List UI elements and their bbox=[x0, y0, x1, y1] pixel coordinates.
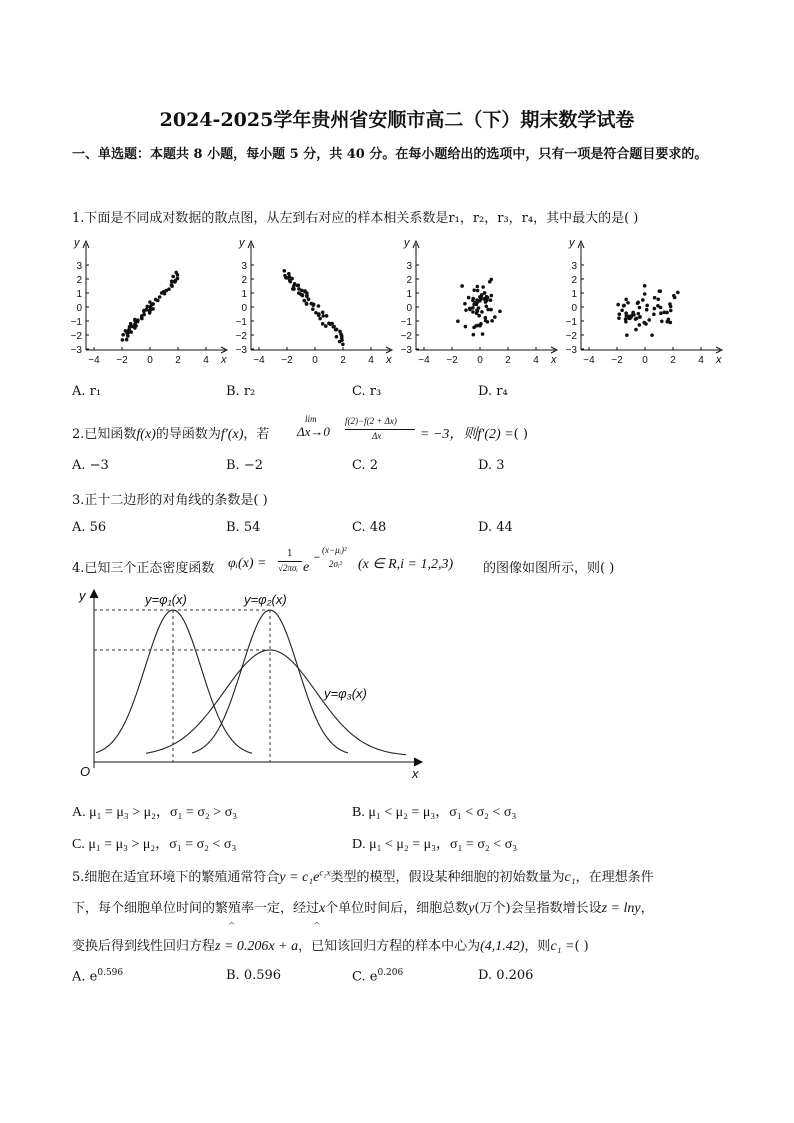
x-axis-label: x bbox=[716, 354, 722, 366]
scatter-point bbox=[489, 298, 493, 302]
x-tick-label: −4 bbox=[418, 355, 430, 366]
scatter-point bbox=[626, 301, 630, 305]
question-2-stem bbox=[72, 423, 269, 443]
q5-option-d[interactable]: D. 0.206 bbox=[478, 968, 534, 983]
scatter-panel-1 bbox=[71, 237, 227, 366]
scatter-point bbox=[637, 312, 641, 316]
x-tick-label: 2 bbox=[340, 355, 346, 366]
scatter-point bbox=[303, 289, 307, 293]
x-tick-label: 4 bbox=[368, 355, 374, 366]
q4-option-a[interactable]: A. μ₁ = μ₃ > μ₂，σ₁ = σ₂ > σ₃ bbox=[72, 805, 238, 820]
x-tick-label: 0 bbox=[312, 355, 318, 366]
scatter-point bbox=[321, 322, 325, 326]
scatter-point bbox=[478, 295, 482, 299]
scatter-point bbox=[297, 287, 301, 291]
scatter-point bbox=[482, 297, 486, 301]
y-tick-label: 1 bbox=[241, 289, 247, 300]
q4-option-b[interactable]: B. μ₁ < μ₂ = μ₃，σ₁ < σ₂ < σ₃ bbox=[352, 805, 517, 820]
scatter-panel-4 bbox=[566, 237, 722, 366]
q4-coef-num: 1 bbox=[287, 549, 293, 559]
q5-zdef: z = lny bbox=[601, 901, 641, 916]
scatter-point bbox=[622, 304, 626, 308]
scatter-point bbox=[463, 302, 467, 306]
scatter-point bbox=[660, 319, 664, 323]
q5-option-c-exp: 0.206 bbox=[377, 968, 404, 978]
y-axis-label: y bbox=[404, 237, 410, 249]
scatter-point bbox=[636, 301, 640, 305]
scatter-panel-2 bbox=[236, 237, 392, 366]
scatter-point bbox=[643, 292, 647, 296]
scatter-point bbox=[486, 296, 490, 300]
q5-c1eq: c₁ = bbox=[550, 939, 575, 954]
y-tick-label: 0 bbox=[241, 303, 247, 314]
scatter-point bbox=[643, 284, 647, 288]
label-phi1: y=φ₁(x) bbox=[145, 592, 187, 607]
q5-text-3a: 变换后得到线性回归方程 bbox=[72, 939, 216, 954]
q5-text-3d: ( ) bbox=[574, 939, 589, 954]
scatter-point bbox=[456, 319, 460, 323]
q2-f2: f′(2) = bbox=[477, 427, 514, 442]
q5-reg: z = 0.206x + a bbox=[215, 939, 299, 954]
q5-xvar: x bbox=[319, 901, 326, 916]
q5-option-c[interactable] bbox=[352, 968, 403, 984]
scatter-point bbox=[145, 305, 149, 309]
scatter-point bbox=[498, 310, 502, 314]
scatter-point bbox=[292, 284, 296, 288]
scatter-point bbox=[488, 280, 492, 284]
scatter-point bbox=[669, 309, 673, 313]
q5-text-1b: 类型的模型，假设某种细胞的初始数量为 bbox=[330, 870, 565, 885]
scatter-point bbox=[338, 330, 342, 334]
q4-cond: (x ∈ R,i = 1,2,3) bbox=[358, 557, 454, 572]
scatter-point bbox=[472, 333, 476, 337]
y-tick-label: −3 bbox=[235, 345, 247, 356]
scatter-point bbox=[625, 314, 629, 318]
question-3-stem: 3.正十二边形的对角线的条数是( ) bbox=[72, 493, 268, 508]
scatter-point bbox=[629, 315, 633, 319]
scatter-point bbox=[283, 269, 287, 273]
scatter-point bbox=[126, 334, 130, 338]
scatter-point bbox=[645, 304, 649, 308]
x-tick-label: −2 bbox=[611, 355, 623, 366]
q5-text-3b: ，已知该回归方程的样本中心为 bbox=[298, 939, 481, 954]
scatter-point bbox=[125, 338, 129, 342]
curve-phi3 bbox=[146, 650, 406, 755]
q1-option-a[interactable]: A. r₁ bbox=[72, 384, 102, 399]
question-1-stem: 1.下面是不同成对数据的散点图，从左到右对应的样本相关系数是r₁，r₂，r₃，r₄，其中最大的是( ) bbox=[72, 211, 639, 226]
y-axis-label: y bbox=[239, 237, 245, 249]
label-phi3: y=φ₃(x) bbox=[324, 686, 367, 701]
scatter-point bbox=[477, 306, 481, 310]
y-tick-label: 3 bbox=[241, 261, 247, 272]
q5-c1: c₁ bbox=[564, 870, 576, 885]
scatter-point bbox=[634, 328, 638, 332]
q5-text-2d: ， bbox=[640, 901, 654, 916]
scatter-point bbox=[653, 307, 657, 311]
y-tick-label: 2 bbox=[76, 275, 82, 286]
y-tick-label: −1 bbox=[565, 317, 577, 328]
y-tick-label: −3 bbox=[565, 345, 577, 356]
y-tick-label: 0 bbox=[571, 303, 577, 314]
scatter-point bbox=[467, 296, 471, 300]
scatter-point bbox=[625, 333, 629, 337]
scatter-point bbox=[647, 318, 651, 322]
normal-curves-figure bbox=[72, 586, 432, 786]
q4-exp-minus: − bbox=[313, 553, 321, 563]
scatter-point bbox=[460, 284, 464, 288]
scatter-point bbox=[341, 342, 345, 346]
q4-coef-den: √2πσᵢ bbox=[278, 563, 298, 573]
x-axis-label: x bbox=[386, 354, 392, 366]
q5-model: y = c₁e bbox=[279, 870, 320, 885]
scatter-point bbox=[481, 332, 485, 336]
scatter-point bbox=[652, 312, 656, 316]
x-tick-label: −2 bbox=[281, 355, 293, 366]
scatter-point bbox=[476, 289, 480, 293]
scatter-point bbox=[476, 309, 480, 313]
scatter-point bbox=[149, 308, 153, 312]
scatter-point bbox=[312, 303, 316, 307]
scatter-point bbox=[154, 298, 158, 302]
scatter-panel-3 bbox=[401, 237, 557, 366]
scatter-point bbox=[335, 335, 339, 339]
scatter-point bbox=[473, 301, 477, 305]
y-tick-label: −2 bbox=[235, 331, 247, 342]
scatter-point bbox=[176, 277, 180, 281]
scatter-point bbox=[133, 318, 137, 322]
x-tick-label: 0 bbox=[642, 355, 648, 366]
q5-center: (4,1.42) bbox=[480, 939, 525, 954]
scatter-point bbox=[650, 333, 654, 337]
q2-option-c[interactable]: C. 2 bbox=[352, 458, 379, 473]
q5-line-3 bbox=[72, 935, 589, 955]
x-tick-label: 0 bbox=[477, 355, 483, 366]
scatter-point bbox=[653, 296, 657, 300]
scatter-point bbox=[307, 297, 311, 301]
scatter-point bbox=[481, 285, 485, 289]
scatter-point bbox=[477, 314, 481, 318]
q2-text-c: ，若 bbox=[243, 427, 270, 442]
scatter-point bbox=[125, 330, 129, 334]
q5-text-1c: ，在理想条件 bbox=[575, 870, 654, 885]
scatter-point bbox=[297, 284, 301, 288]
q4-e: e bbox=[303, 560, 310, 575]
q2-fraction-num: f(2)−f(2 + Δx) bbox=[345, 416, 397, 426]
y-tick-label: −1 bbox=[70, 317, 82, 328]
q5-option-a[interactable] bbox=[72, 968, 123, 984]
scatter-point bbox=[634, 317, 638, 321]
q4-option-d[interactable]: D. μ₁ < μ₂ = μ₃，σ₁ = σ₂ < σ₃ bbox=[352, 837, 518, 852]
y-axis-label: y bbox=[74, 237, 80, 249]
scatter-point bbox=[172, 280, 176, 284]
scatter-point bbox=[490, 294, 494, 298]
y-tick-label: −2 bbox=[70, 331, 82, 342]
q4-option-c[interactable]: C. μ₁ = μ₃ > μ₂，σ₁ = σ₂ < σ₃ bbox=[72, 837, 237, 852]
y-tick-label: 0 bbox=[406, 303, 412, 314]
q5-text-2b: 个单位时间后，细胞总数 bbox=[325, 901, 469, 916]
q2-tail bbox=[420, 423, 528, 443]
y-tick-label: 1 bbox=[571, 289, 577, 300]
scatter-point bbox=[669, 305, 673, 309]
scatter-point bbox=[170, 284, 174, 288]
y-axis-label: y bbox=[79, 588, 86, 603]
scatter-point bbox=[476, 324, 480, 328]
q5-text-2c: (万个)会呈指数增长设 bbox=[474, 901, 602, 916]
q5-text-1a: 5.细胞在适宜环境下的繁殖通常符合 bbox=[72, 870, 280, 885]
scatter-plots bbox=[70, 232, 730, 372]
scatter-point bbox=[638, 306, 642, 310]
q2-text-e: ( ) bbox=[513, 427, 528, 442]
scatter-point bbox=[669, 321, 673, 325]
y-tick-label: −1 bbox=[400, 317, 412, 328]
label-phi2: y=φ₂(x) bbox=[244, 592, 287, 607]
q5-text-2a: 下，每个细胞单位时间的繁殖率一定，经过 bbox=[72, 901, 320, 916]
scatter-point bbox=[656, 298, 660, 302]
scatter-point bbox=[472, 288, 476, 292]
scatter-point bbox=[493, 315, 497, 319]
scatter-point bbox=[148, 300, 152, 304]
scatter-point bbox=[667, 317, 671, 321]
scatter-point bbox=[480, 310, 484, 314]
scatter-point bbox=[476, 285, 480, 289]
scatter-point bbox=[464, 308, 468, 312]
scatter-point bbox=[484, 305, 488, 309]
section-header: 一、单选题：本题共 8 小题，每小题 5 分，共 40 分。在每小题给出的选项中，只有一项是符合题目要求的。 bbox=[72, 147, 708, 162]
q5-option-c-label: C. e bbox=[352, 969, 378, 985]
q2-fraction-den: Δx bbox=[372, 431, 382, 441]
scatter-point bbox=[151, 302, 155, 306]
scatter-point bbox=[287, 272, 291, 276]
q1-option-d[interactable]: D. r₄ bbox=[478, 384, 508, 399]
q2-option-b[interactable]: B. −2 bbox=[226, 458, 263, 473]
origin-label: O bbox=[80, 764, 91, 779]
scatter-point bbox=[325, 314, 329, 318]
scatter-point bbox=[305, 294, 309, 298]
scatter-point bbox=[324, 324, 328, 328]
scatter-point bbox=[665, 311, 669, 315]
q2-text-b: 的导函数为 bbox=[155, 427, 221, 442]
scatter-point bbox=[176, 273, 180, 277]
y-tick-label: −2 bbox=[565, 331, 577, 342]
y-tick-label: −1 bbox=[235, 317, 247, 328]
x-tick-label: 2 bbox=[175, 355, 181, 366]
y-axis-arrow bbox=[90, 590, 98, 598]
q2-lim: lim bbox=[305, 414, 317, 424]
q4-coef-bar bbox=[278, 561, 302, 562]
scatter-point bbox=[624, 298, 628, 302]
x-tick-label: 4 bbox=[203, 355, 209, 366]
q1-option-c[interactable]: C. r₃ bbox=[352, 384, 382, 399]
scatter-point bbox=[162, 290, 166, 294]
scatter-point bbox=[483, 291, 487, 295]
x-tick-label: −4 bbox=[88, 355, 100, 366]
scatter-point bbox=[290, 277, 294, 281]
curve-phi1 bbox=[96, 610, 252, 753]
y-tick-label: 1 bbox=[406, 289, 412, 300]
y-axis-label: y bbox=[569, 237, 575, 249]
y-tick-label: 3 bbox=[406, 261, 412, 272]
x-axis-label: x bbox=[551, 354, 557, 366]
scatter-point bbox=[471, 310, 475, 314]
y-tick-label: 1 bbox=[76, 289, 82, 300]
scatter-point bbox=[620, 308, 624, 312]
scatter-point bbox=[283, 274, 287, 278]
x-tick-label: 2 bbox=[505, 355, 511, 366]
q2-text-d: = −3，则 bbox=[420, 427, 478, 442]
y-tick-label: −3 bbox=[400, 345, 412, 356]
y-tick-label: −3 bbox=[70, 345, 82, 356]
q5-text-3c: ，则 bbox=[524, 939, 551, 954]
scatter-point bbox=[140, 314, 144, 318]
scatter-point bbox=[321, 310, 325, 314]
scatter-point bbox=[489, 308, 493, 312]
scatter-point bbox=[318, 317, 322, 321]
scatter-point bbox=[464, 325, 468, 329]
scatter-point bbox=[645, 308, 649, 312]
y-tick-label: 2 bbox=[571, 275, 577, 286]
scatter-point bbox=[617, 316, 621, 320]
q2-fraction-bar bbox=[345, 429, 415, 430]
q3-option-d[interactable]: D. 44 bbox=[478, 520, 513, 535]
x-tick-label: 4 bbox=[698, 355, 704, 366]
x-tick-label: 4 bbox=[533, 355, 539, 366]
x-axis-label: x bbox=[221, 354, 227, 366]
y-tick-label: 3 bbox=[571, 261, 577, 272]
question-4-stem-b: 的图像如图所示，则( ) bbox=[483, 561, 615, 576]
q2-text-a: 2.已知函数 bbox=[72, 427, 137, 442]
scatter-point bbox=[121, 338, 125, 342]
scatter-point bbox=[158, 295, 162, 299]
q3-option-a[interactable]: A. 56 bbox=[72, 520, 107, 535]
q5-option-b[interactable]: B. 0.596 bbox=[226, 968, 282, 983]
y-tick-label: 2 bbox=[406, 275, 412, 286]
scatter-point bbox=[659, 311, 663, 315]
scatter-point bbox=[317, 304, 321, 308]
scatter-point bbox=[624, 320, 628, 324]
scatter-point bbox=[471, 297, 475, 301]
scatter-point bbox=[142, 310, 146, 314]
q3-option-c[interactable]: C. 48 bbox=[352, 520, 387, 535]
question-4-stem-a: 4.已知三个正态密度函数 bbox=[72, 561, 215, 576]
q5-model-exp: c₂x bbox=[319, 867, 331, 878]
q5-hat-z: ^ bbox=[228, 922, 236, 932]
scatter-point bbox=[676, 291, 680, 295]
scatter-point bbox=[171, 275, 175, 279]
scatter-point bbox=[302, 299, 306, 303]
scatter-point bbox=[340, 338, 344, 342]
scatter-point bbox=[479, 322, 483, 326]
y-tick-label: 2 bbox=[241, 275, 247, 286]
scatter-point bbox=[658, 289, 662, 293]
q5-line-2 bbox=[72, 897, 654, 917]
scatter-point bbox=[134, 324, 138, 328]
scatter-point bbox=[472, 326, 476, 330]
q5-hat-a: ^ bbox=[313, 922, 321, 932]
scatter-point bbox=[490, 319, 494, 323]
scatter-point bbox=[471, 306, 475, 310]
scatter-point bbox=[616, 303, 620, 307]
q2-lim-sub: Δx→0 bbox=[297, 424, 330, 439]
scatter-point bbox=[644, 322, 648, 326]
scatter-point bbox=[332, 325, 336, 329]
scatter-point bbox=[659, 306, 663, 310]
scatter-point bbox=[128, 325, 132, 329]
scatter-point bbox=[335, 328, 339, 332]
x-tick-label: 2 bbox=[670, 355, 676, 366]
x-tick-label: −4 bbox=[583, 355, 595, 366]
q2-fpx: f′(x) bbox=[220, 427, 244, 442]
scatter-point bbox=[121, 333, 125, 337]
y-tick-label: 0 bbox=[76, 303, 82, 314]
page-title: 2024-2025学年贵州省安顺市高二（下）期末数学试卷 bbox=[159, 109, 635, 131]
scatter-point bbox=[641, 298, 645, 302]
scatter-point bbox=[484, 316, 488, 320]
q2-fx: f(x) bbox=[136, 427, 156, 442]
q2-option-a[interactable]: A. −3 bbox=[72, 458, 109, 473]
y-tick-label: −2 bbox=[400, 331, 412, 342]
x-axis-label: x bbox=[412, 766, 419, 781]
q4-exp-num: (x−μᵢ)² bbox=[322, 545, 347, 555]
x-tick-label: 0 bbox=[147, 355, 153, 366]
q5-option-a-label: A. e bbox=[72, 969, 98, 985]
scatter-point bbox=[638, 323, 642, 327]
q4-exp-den: 2σᵢ² bbox=[329, 559, 343, 569]
q4-phi: φᵢ(x) = bbox=[228, 556, 267, 571]
q1-option-b[interactable]: B. r₂ bbox=[226, 384, 256, 399]
q5-yvar: y bbox=[468, 901, 475, 916]
scatter-point bbox=[297, 291, 301, 295]
scatter-point bbox=[638, 315, 642, 319]
scatter-point bbox=[672, 294, 676, 298]
x-tick-label: −2 bbox=[446, 355, 458, 366]
q5-line-1 bbox=[72, 866, 654, 886]
scatter-point bbox=[148, 311, 152, 315]
q5-option-a-exp: 0.596 bbox=[97, 968, 124, 978]
q3-option-b[interactable]: B. 54 bbox=[226, 520, 261, 535]
scatter-point bbox=[618, 312, 622, 316]
y-tick-label: 3 bbox=[76, 261, 82, 272]
x-tick-label: −2 bbox=[116, 355, 128, 366]
scatter-point bbox=[321, 314, 325, 318]
scatter-point bbox=[129, 322, 133, 326]
x-axis-arrow bbox=[414, 758, 422, 766]
x-tick-label: −4 bbox=[253, 355, 265, 366]
scatter-point bbox=[317, 312, 321, 316]
scatter-point bbox=[311, 307, 315, 311]
scatter-point bbox=[329, 322, 333, 326]
q2-option-d[interactable]: D. 3 bbox=[478, 458, 505, 473]
